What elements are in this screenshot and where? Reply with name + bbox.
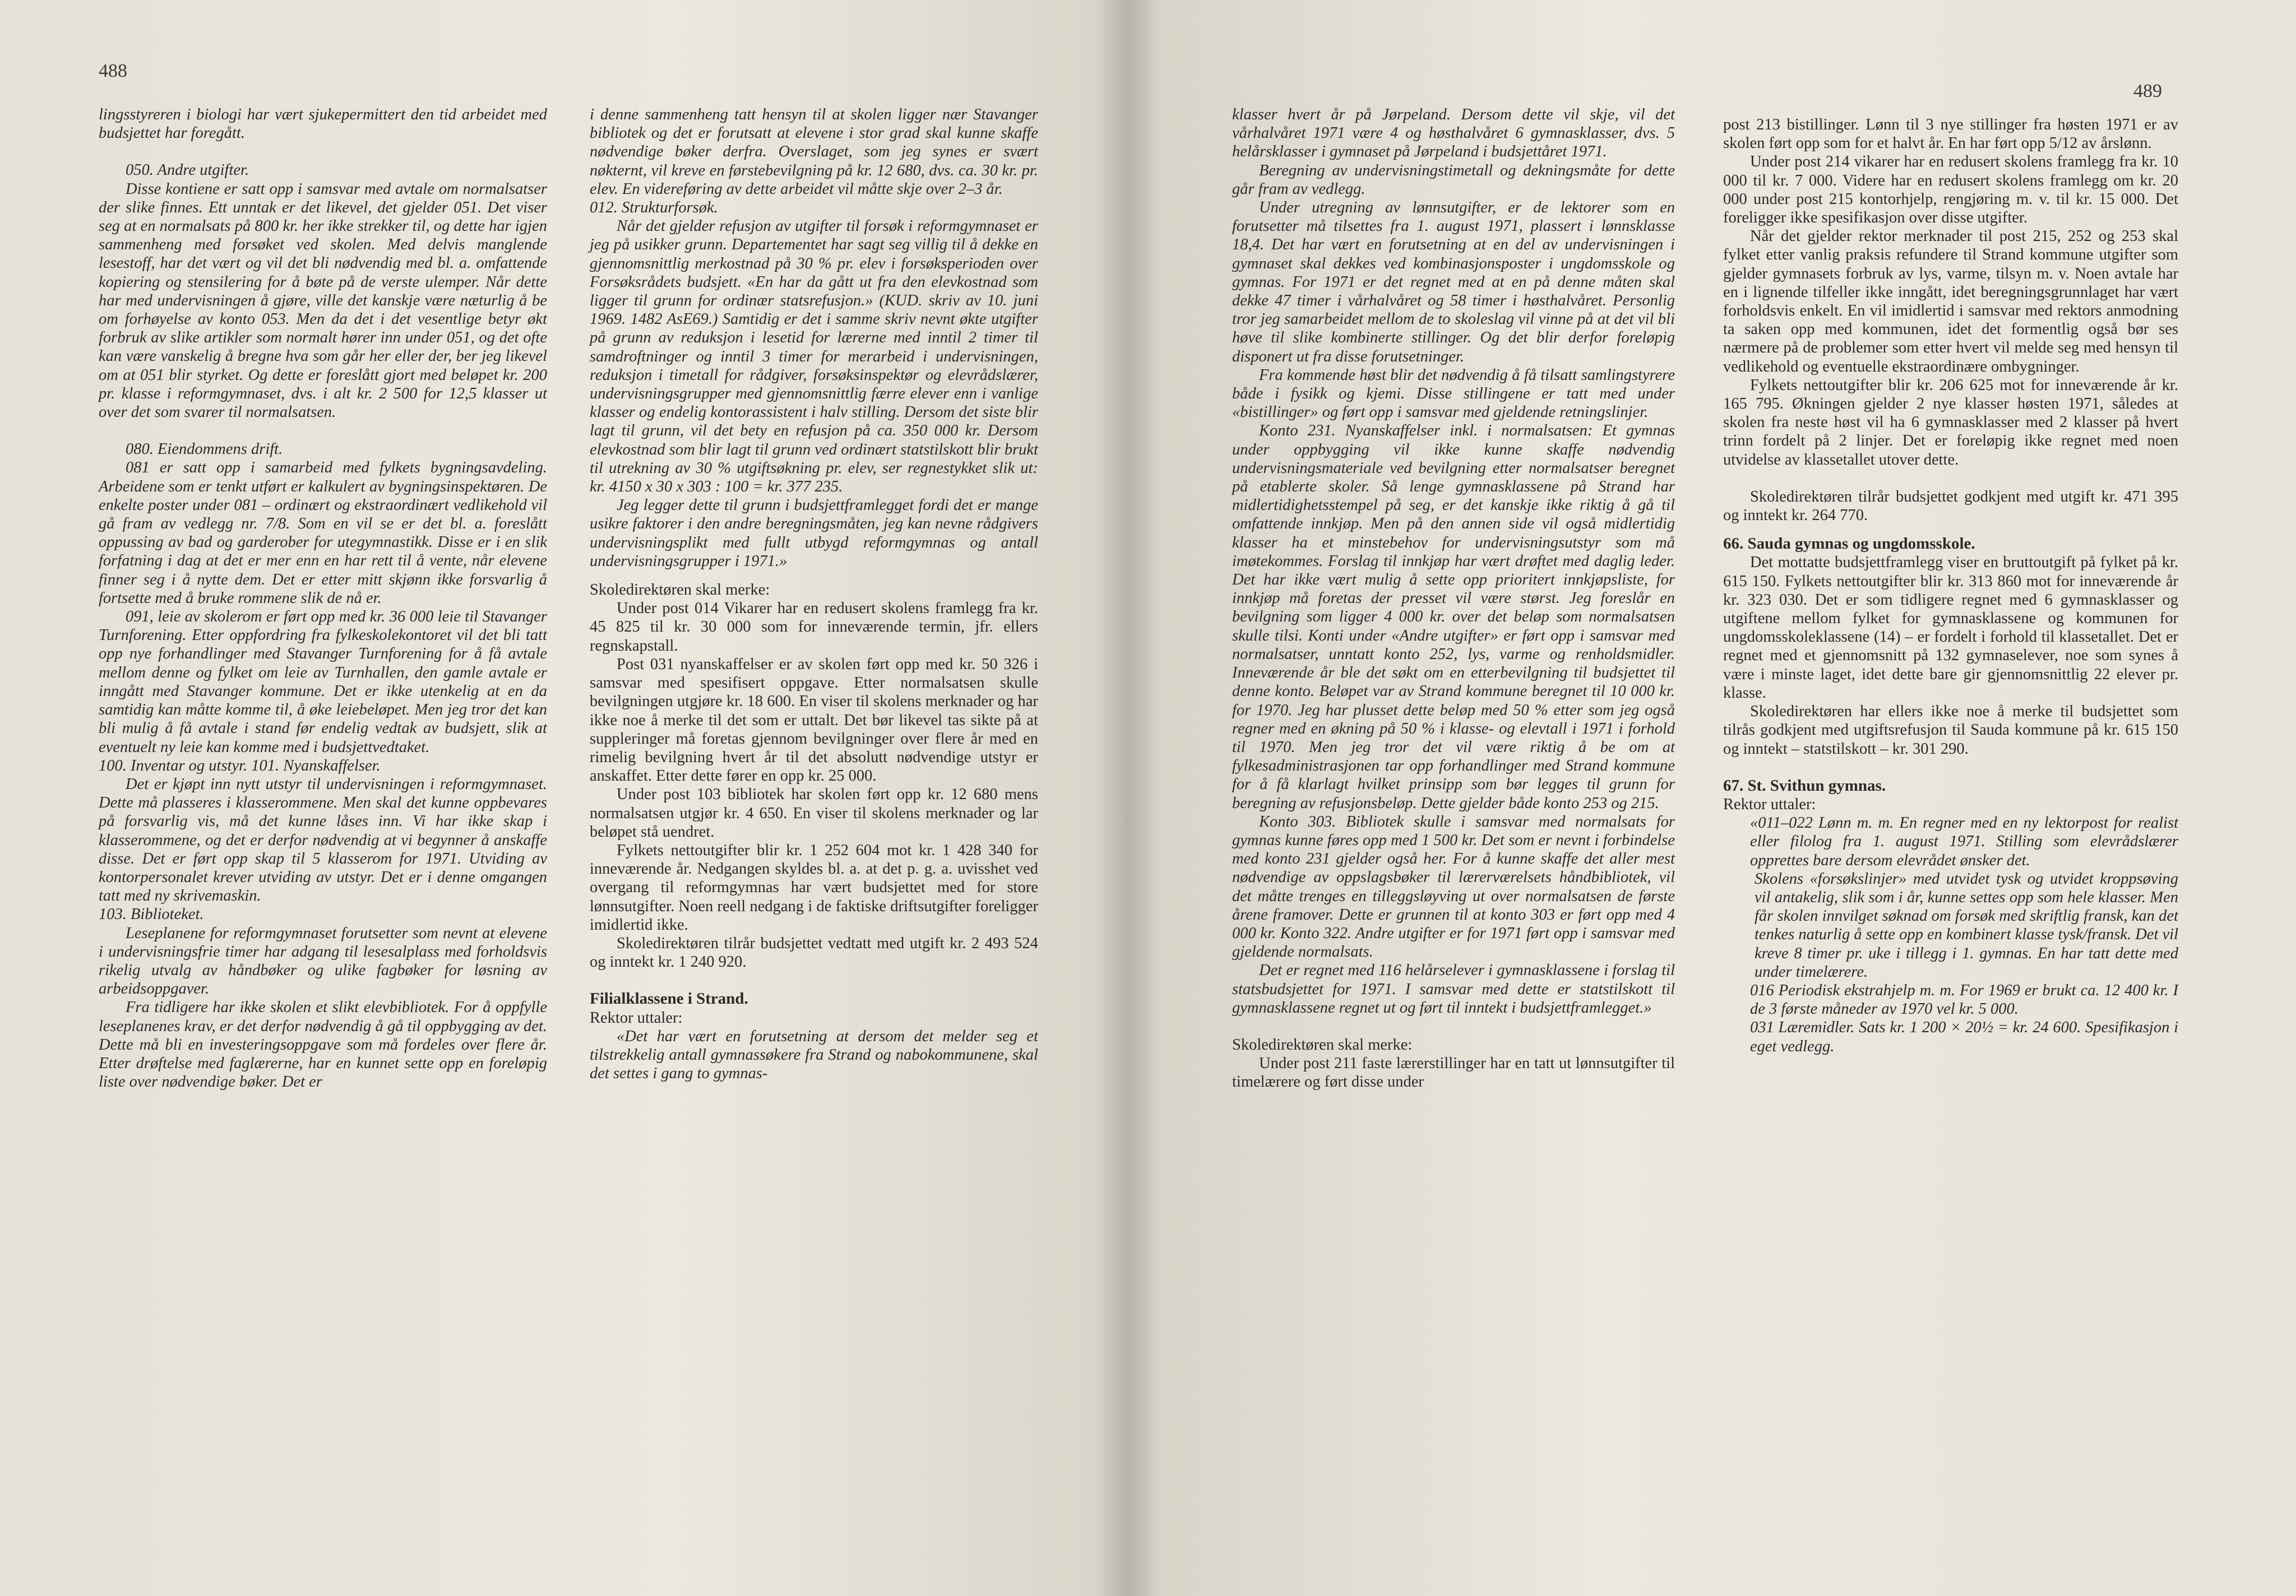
paragraph: Under utregning av lønnsutgifter, er de lektorer som en forutsetter må tilsettes fra 1. august 1971, plassert i lønnsklasse 18,4. Det har vært en forutsetning at en del av undervisningen i gymnaset skal dekkes ved kombinasjonsposter i ungdomsskole og gymnas. For 1971 er det regnet med at en på denne måten skal dekke 47 timer i vårhalvåret og 58 timer i høsthalvåret. Personlig tror jeg samarbeidet mellom de to skoleslag vil vinne på at det vil bli høve til slike kombinerte stillinger. Og det blir derfor foreløpig disponert ut fra disse forutsetninger. xyxy=(1232,199,1675,365)
paragraph: Konto 231. Nyanskaffelser inkl. i normalsatsen: Et gymnas under oppbygging vil ikke kunne skaffe nødvendig undervisningsmateriale ved bevilgning etter normalsatser beregnet på etablerte skoler. Så lenge gymnasklassene på Strand har midlertidighetsstempel på seg, er det kanskje ikke riktig å gå til omfattende innkjøp. Men på den annen side vil også midlertidig klasser ha et minstebehov for undervisningsutstyr som må imøtekommes. Forslag til innkjøp har vært drøftet med daglig leder. Det har ikke vært mulig å sette opp prioritert innkjøpsliste, for innkjøp må foretas der presset vil være størst. Jeg foreslår en bevilgning som ligger 4 000 kr. over det beløp som normalsatsen skulle tilsi. Konti under «Andre utgifter» er ført opp i samsvar med normalsatser, unntatt konto 252, lys, varme og renholdsmidler. Inneværende år ble det søkt om en etterbevilgning til budsjettet til denne konto. Beløpet var av Strand kommune beregnet til 10 000 kr. for 1970. Jeg har plusset dette beløp med 50 % etter som jeg også regner med en økning på 50 % i klasse- og elevtall i 1971 i forhold til 1970. Men jeg tror det vil være riktig å be om at fylkesadministrasjonen tar opp forhandlinger med Strand kommune for å få klarlagt hvilket prinsipp som bør legges til grunn for beregning av refusjonsbeløp. Dette gjelder både konto 253 og 215. xyxy=(1232,422,1675,812)
spacer xyxy=(1723,469,2178,488)
paragraph: post 213 bistillinger. Lønn til 3 nye stillinger fra høsten 1971 er av skolen ført opp som for et halvt år. En har ført opp 5/12 av årslønn. xyxy=(1723,116,2178,152)
paragraph: 103. Biblioteket. xyxy=(99,906,204,924)
paragraph: Skoledirektøren tilrår budsjettet godkjent med utgift kr. 471 395 og inntekt kr. 264 770. xyxy=(1723,488,2178,525)
paragraph: Disse kontiene er satt opp i samsvar med avtale om normalsatser der slike finnes. Ett unntak er det likevel, det gjelder 051. Det viser seg at en normalsats på 800 kr. her ikke strekker til, og dette har igjen sammenheng med forsøket ved skolen. Med delvis manglende lesestoff, har det vært og vil det bli nødvendig med bl. a. omfattende kopiering og stensilering for å bøte på de verste ulemper. Når dette har med undervisningen å gjøre, ville det kanskje være næturlig å be om forhøyelse av konto 053. Men da det i det vesentlige betyr økt forbruk av slike artikler som normalt hører inn under 051, og det ofte kan være vanskelig å bregne hva som går her eller der, ber jeg likevel om at 051 blir styrket. Og dette er foreslått gjort med beløpet kr. 200 pr. klasse i reformgymnaset, dvs. i alt kr. 2 500 for 12,5 klasser ut over det som svarer til normalsatsen. xyxy=(99,180,547,421)
paragraph: 016 Periodisk ekstrahjelp m. m. For 1969 er brukt ca. 12 400 kr. I de 3 første måneder av 1970 vel kr. 5 000. xyxy=(1750,981,2178,1018)
paragraph: «Det har vært en forutsetning at dersom det melder seg et tilstrekkelig antall gymnassøkere fra Strand og nabokommunene, skal det settes i gang to gymnas- xyxy=(590,1027,1038,1083)
paragraph: Fra kommende høst blir det nødvendig å få tilsatt samlingstyrere både i fysikk og kjemi. Disse stillingene er tatt med under «bistillinger» og ført opp i samsvar med gjeldende retningslinjer. xyxy=(1232,366,1675,421)
spacer xyxy=(1723,525,2178,535)
paragraph: Skoledirektøren skal merke: xyxy=(1232,1036,1413,1054)
paragraph: 080. Eiendommens drift. xyxy=(126,440,283,458)
paragraph: 081 er satt opp i samarbeid med fylkets bygningsavdeling. Arbeidene som er tenkt utført er kalkulert av bygningsinspektøren. De enkelte poster under 081 – ordinært og ekstraordinært vedlikehold vil gå fram av vedlegg nr. 7/8. Som en vil se er det bl. a. foreslått oppussing av bad og garderober for utegymnastikk. Disse er i en slik forfatning i dag at det er mer enn en har rett til å vente, når elevene finner seg i å nytte dem. Det er etter mitt skjønn ikke forsvarlig å fortsette med å bruke rommene slik de nå er. xyxy=(99,459,547,607)
spacer xyxy=(590,971,1038,990)
paragraph: 091, leie av skolerom er ført opp med kr. 36 000 leie til Stavanger Turnforening. Etter oppfordring fra fylkeskolekontoret vil det bli tatt opp nye forhandlinger med Stavanger Turnforening for å få avtale mellom denne og fylket om leie av Turnhallen, den gamle avtale er inngått med Stavanger kommune. Det er ikke utenkelig at en da samtidig kan måtte komme til, å øke leiebeløpet. Men jeg tror det kan bli mulig å få avtale i stand før endelig vedtak av budsjett, slik at eventuelt ny leie kan komme med i budsjettvedtaket. xyxy=(99,608,547,756)
paragraph: Det er regnet med 116 helårselever i gymnasklassene i forslag til statsbudsjettet for 1971. I samsvar med dette er statstilskott til gymnasklassene regnet ut og ført til inntekt i budsjettframlegget.» xyxy=(1232,962,1675,1017)
page-number-left: 488 xyxy=(99,61,127,81)
spacer xyxy=(590,570,1038,581)
spacer xyxy=(1232,1017,1675,1036)
paragraph: Når det gjelder rektor merknader til post 215, 252 og 253 skal fylket etter vanlig praksis refundere til Strand kommune utgifter som gjelder gymnasets forbruk av lys, varme, tilsyn m. v. Noen avtale har en i lignende tilfeller ikke inngått, idet beregningsgrunnlaget har vært forholdsvis enkelt. En vil imidlertid i samsvar med rektors anmodning ta saken opp med kommunen, idet det formentlig også bør ses nærmere på de problemer som etter hvert vil melde seg med hensyn til vedlikehold og eventuelle ekstraordinære ombygninger. xyxy=(1723,228,2178,375)
paragraph: 012. Strukturforsøk. xyxy=(590,199,718,217)
paragraph: Det mottatte budsjettframlegg viser en bruttoutgift på fylket på kr. 615 150. Fylkets nettoutgifter blir kr. 313 860 mot for inneværende år kr. 323 030. Det er som tidligere regnet med 6 gymnasklasser og utgiftene mellom fylket for gymnasklassene og kommunen for ungdomsskoleklassene (14) – er fordelt i forhold til klassetallet. Det er regnet med et gjennomsnitt på 132 gymnaselever, noe som synes å være i minste laget, idet dette bare gir gjennomsnittlig 22 elever pr. klasse. xyxy=(1723,554,2178,702)
paragraph: Skolens «forsøkslinjer» med utvidet tysk og utvidet kroppsøving vil antakelig, slik som i år, kunne settes opp som hele klasser. Men får skolen innvilget søknad om forsøk med skriftlig fransk, kan det tenkes naturlig å sette opp en kombinert klasse tysk/fransk. Det vil kreve 8 timer pr. uke i tillegg i 1. gymnas. En har tatt dette med under timelærere. xyxy=(1755,870,2178,981)
paragraph: Konto 303. Bibliotek skulle i samsvar med normalsats for gymnas kunne føres opp med 1 500 kr. Det som er nevnt i forbindelse med konto 231 gjelder også her. For å kunne skaffe det aller mest nødvendige av oppslagsbøker til lærerværelsets håndbibliotek, vil det måtte trenges en tilleggsløyving ut over normalsatsen de første årene framover. Dette er grunnen til at konto 303 er ført opp med 4 000 kr. Konto 322. Andre utgifter er for 1971 ført opp i samsvar med gjeldende normalsats. xyxy=(1232,813,1675,961)
paragraph: 100. Inventar og utstyr. 101. Nyanskaffelser. xyxy=(99,757,381,774)
paragraph: Skoledirektøren skal merke: xyxy=(590,581,770,599)
left-column-1 xyxy=(99,105,547,1091)
paragraph: Skoledirektøren har ellers ikke noe å merke til budsjettet som tilrås godkjent med utgiftsrefusjon til Sauda kommune på kr. 615 150 og inntekt – statstilskott – kr. 301 290. xyxy=(1723,703,2178,758)
section-heading: 66. Sauda gymnas og ungdomsskole. xyxy=(1723,535,1975,553)
right-page xyxy=(1127,0,2296,1596)
section-heading: Filialklassene i Strand. xyxy=(590,990,748,1008)
paragraph: 050. Andre utgifter. xyxy=(126,161,249,179)
paragraph: Post 031 nyanskaffelser er av skolen ført opp med kr. 50 326 i samsvar med spesifisert oppgave. Etter normalsatsen skulle bevilgningen utgjøre kr. 18 600. En viser til skolens merknader og har ikke noe å merke til det som er uttalt. Det bør likevel tas sikte på at suppleringer må foretas gjennom bevilgninger over flere år med en rimelig bevilgning hvert år til det absolutt nødvendige utstyr er anskaffet. Etter dette fører en opp kr. 25 000. xyxy=(590,655,1038,785)
paragraph: Rektor uttaler: xyxy=(1723,795,1816,813)
left-column-2 xyxy=(590,105,1038,1083)
paragraph: Fylkets nettoutgifter blir kr. 1 252 604 mot kr. 1 428 340 for inneværende år. Nedgangen skyldes bl. a. at det p. g. a. uvisshet ved overgang til reformgymnas har vært budsjettet med for store lønnsutgifter. Noen reell nedgang i de faktiske driftsutgifter foreligger imidlertid ikke. xyxy=(590,841,1038,934)
paragraph: Fra tidligere har ikke skolen et slikt elevbibliotek. For å oppfylle leseplanenes krav, er det derfor nødvendig å gå til oppbygging av det. Dette må bli en investeringsoppgave som må fordeles over flere år. Etter drøftelse med faglærerne, har en kunnet sette opp en foreløpig liste over nødvendige bøker. Det er xyxy=(99,999,547,1091)
section-heading: 67. St. Svithun gymnas. xyxy=(1723,776,1886,795)
paragraph: lingsstyreren i biologi har vært sjukepermittert den tid arbeidet med budsjettet har foregått. xyxy=(99,106,547,142)
paragraph: Under post 014 Vikarer har en redusert skolens framlegg fra kr. 45 825 til kr. 30 000 som for inneværende termin, jfr. ellers regnskapstall. xyxy=(590,600,1038,655)
spacer xyxy=(1723,758,2178,777)
paragraph: Jeg legger dette til grunn i budsjettframlegget fordi det er mange usikre faktorer i den andre beregningsmåten, jeg kan nevne rådgivers undervisningsplikt med fullt utbygd reformgymnas og antall undervisningsgrupper i 1971.» xyxy=(590,497,1038,570)
paragraph: Beregning av undervisningstimetall og dekningsmåte for dette går fram av vedlegg. xyxy=(1232,161,1675,198)
paragraph: Rektor uttaler: xyxy=(590,1009,683,1027)
spacer xyxy=(99,421,547,440)
paragraph: Det er kjøpt inn nytt utstyr til undervisningen i reformgymnaset. Dette må plasseres i klasserommene. Men skal det kunne oppbevares på forsvarlig vis, må det kunne låses inn. Vi har ikke skap i klasserommene, og det er derfor nødvendig at vi begynner å anskaffe disse. Det er ført opp skap til 5 klasserom for 1971. Utviding av kontorpersonalet krever utviding av utstyr. Det er i denne omgangen tatt med ny skrivemaskin. xyxy=(99,775,547,905)
paragraph: Skoledirektøren tilrår budsjettet vedtatt med utgift kr. 2 493 524 og inntekt kr. 1 240 920. xyxy=(590,934,1038,971)
paragraph: Under post 214 vikarer har en redusert skolens framlegg fra kr. 10 000 til kr. 7 000. Videre har en redusert skolens framlegg om kr. 20 000 under post 215 kontorhjelp, rengjøring m. v. til kr. 15 000. Det foreligger ikke spesifikasjon over disse utgifter. xyxy=(1723,153,2178,227)
paragraph: i denne sammenheng tatt hensyn til at skolen ligger nær Stavanger bibliotek og det er forutsatt at elevene i stor grad skal kunne skaffe nødvendige bøker derfra. Overslaget, som jeg synes er svært nøkternt, vil kreve en førstebevilgning på kr. 12 680, dvs. ca. 30 kr. pr. elev. En videreføring av dette arbeidet vil måtte skje over 2–3 år. xyxy=(590,106,1038,198)
right-column-1 xyxy=(1232,105,1675,1092)
spacer xyxy=(99,142,547,161)
paragraph: Fylkets nettoutgifter blir kr. 206 625 mot for inneværende år kr. 165 795. Økningen gjelder 2 nye klasser høsten 1971, således at skolen fra neste høst vil ha 6 gymnasklasser med 2 klasser på hvert trinn fordelt på 2 linjer. Det er foreløpig ikke regnet med noen utvidelse av klassetallet utover dette. xyxy=(1723,376,2178,468)
paragraph: Under post 103 bibliotek har skolen ført opp kr. 12 680 mens normalsatsen utgjør kr. 4 650. En viser til skolens merknader og lar beløpet stå uendret. xyxy=(590,786,1038,841)
left-page xyxy=(0,0,1127,1596)
paragraph: «011–022 Lønn m. m. En regner med en ny lektorpost for realist eller filolog fra 1. august 1971. Stilling som elevrådslærer opprettes bare dersom elevrådet ønsker det. xyxy=(1750,814,2178,869)
paragraph: 031 Læremidler. Sats kr. 1 200 × 20½ = kr. 24 600. Spesifikasjon i eget vedlegg. xyxy=(1750,1019,2178,1055)
paragraph: Når det gjelder refusjon av utgifter til forsøk i reformgymnaset er jeg på usikker grunn. Departementet har sagt seg villig til å dekke en gjennomsnittlig merkostnad på 30 % pr. elev i forsøksperioden over Forsøksrådets budsjett. «En har da gått ut fra den elevkostnad som ligger til grunn for ordinær statsrefusjon.» (KUD. skriv av 10. juni 1969. 1482 AsE69.) Samtidig er det i samme skriv nevnt økte utgifter på grunn av reduksjon i lesetid for lærerne med inntil 2 timer til samdroftninger og inntil 3 timer for merarbeid i undervisningen, reduksjon i timetall for rådgiver, forsøksinspektør og elevrådslærer, undervisningsgrupper med gjennomsnittlig færre elever enn i vanlige klasser og endelig kontorassistent i halv stilling. Dersom det siste blir lagt til grunn, vil det bety en refusjon på ca. 350 000 kr. Dersom elevkostnad som blir lagt til grunn ved ordinært statstilskott blir brukt til utrekning av 30 % utgiftsøkning pr. elev, ser regnestykket slik ut: kr. 4150 x 30 x 303 : 100 = kr. 377 235. xyxy=(590,217,1038,496)
right-column-2 xyxy=(1723,115,2178,1056)
paragraph: klasser hvert år på Jørpeland. Dersom dette vil skje, vil det vårhalvåret 1971 være 4 og høsthalvåret 6 gymnasklasser, dvs. 5 helårsklasser i gymnaset på Jørpeland i budsjettåret 1971. xyxy=(1232,106,1675,161)
paragraph: Under post 211 faste lærerstillinger har en tatt ut lønnsutgifter til timelærere og ført disse under xyxy=(1232,1055,1675,1091)
page-number-right: 489 xyxy=(2133,81,2162,101)
paragraph: Leseplanene for reformgymnaset forutsetter som nevnt at elevene i undervisningsfrie timer har adgang til lesesalplass med forholdsvis rikelig utvalg av håndbøker og ulike fagbøker for løsning av arbeidsoppgaver. xyxy=(99,924,547,998)
